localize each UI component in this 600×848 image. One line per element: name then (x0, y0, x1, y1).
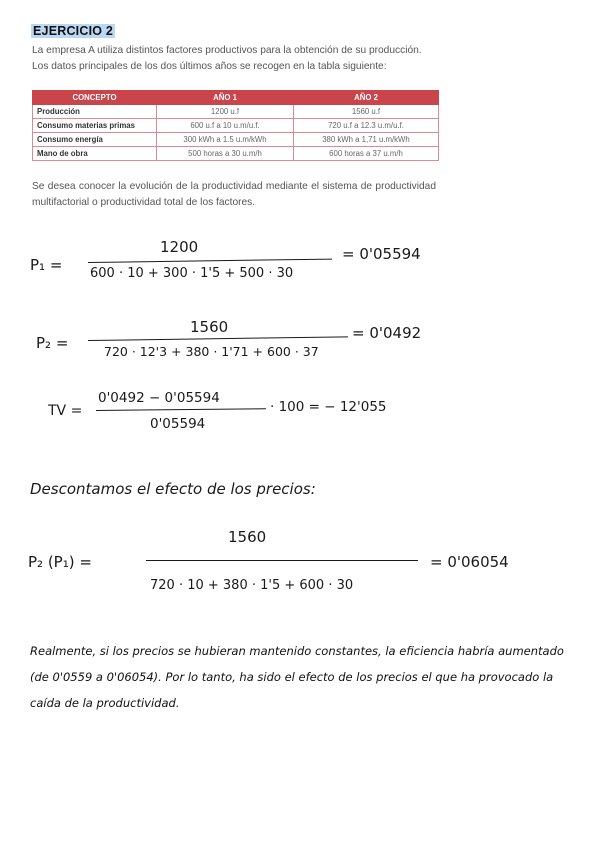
discount-heading: Descontamos el efecto de los precios: (30, 480, 316, 498)
p2-numerator: 1560 (190, 318, 229, 336)
p1-fraction-bar (88, 259, 332, 264)
p2-label: P₂ = (36, 334, 69, 352)
table-header-row (33, 91, 439, 105)
tv-fraction-bar (96, 408, 266, 411)
header-concepto: CONCEPTO (33, 91, 157, 105)
intro-line-2: Los datos principales de los dos últimos años se recogen en la tabla siguiente: (32, 61, 387, 72)
cell-value: 500 horas a 30 u.m/h (157, 147, 294, 161)
cell-value: 1560 u.f (294, 105, 439, 119)
cell-value: 380 kWh a 1,71 u.m/kWh (294, 133, 439, 147)
exercise-title: EJERCICIO 2 (33, 24, 114, 38)
p1-denominator: 600 · 10 + 300 · 1'5 + 500 · 30 (90, 266, 294, 281)
conclusion-text: Realmente, si los precios se hubieran mantenido constantes, la eficiencia habría aumentado (de 0'0559 a 0'06054). Por lo tanto, ha sido el efecto de los precios el que ha provocado la caída de la productividad. (30, 644, 564, 710)
cell-value: 1200 u.f (157, 105, 294, 119)
p1-label: P₁ = (30, 256, 63, 274)
p1-numerator: 1200 (160, 238, 199, 256)
row-label: Consumo energía (33, 133, 157, 147)
p2p1-label: P₂ (P₁) = (28, 553, 92, 571)
tv-label: TV = (48, 403, 83, 419)
question-text: Se desea conocer la evolución de la productividad mediante el sistema de productividad multifactorial o productividad total de los factores. (32, 181, 436, 208)
table-row (33, 147, 439, 161)
p2-fraction-bar (88, 336, 348, 341)
table-row (33, 133, 439, 147)
p2-result: = 0'0492 (352, 324, 422, 342)
cell-value: 720 u.f a 12.3 u.m/u.f. (294, 119, 439, 133)
tv-numerator: 0'0492 − 0'05594 (98, 390, 220, 406)
p2p1-result: = 0'06054 (430, 553, 509, 571)
tv-denominator: 0'05594 (150, 416, 206, 432)
cell-value: 600 u.f a 10 u.m/u.f. (157, 119, 294, 133)
p2-denominator: 720 · 12'3 + 380 · 1'71 + 600 · 37 (104, 344, 319, 359)
table-row (33, 119, 439, 133)
cell-value: 600 horas a 37 u.m/h (294, 147, 439, 161)
data-table (32, 90, 439, 161)
row-label: Consumo materias primas (33, 119, 157, 133)
p2p1-fraction-bar (146, 560, 418, 561)
cell-value: 300 kWh a 1.5 u.m/kWh (157, 133, 294, 147)
row-label: Mano de obra (33, 147, 157, 161)
p2p1-numerator: 1560 (228, 528, 267, 546)
header-ano-1: AÑO 1 (157, 91, 294, 105)
intro-line-1: La empresa A utiliza distintos factores productivos para la obtención de su producción. (32, 45, 422, 56)
table-row (33, 105, 439, 119)
p2p1-denominator: 720 · 10 + 380 · 1'5 + 600 · 30 (150, 578, 354, 593)
row-label: Producción (33, 105, 157, 119)
header-ano-2: AÑO 2 (294, 91, 439, 105)
intro-text (32, 43, 452, 75)
tv-result: · 100 = − 12'055 (270, 399, 387, 415)
p1-result: = 0'05594 (342, 245, 421, 263)
